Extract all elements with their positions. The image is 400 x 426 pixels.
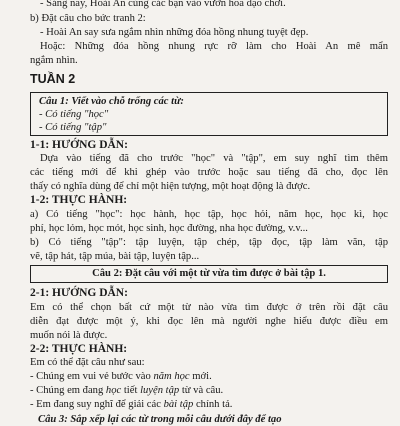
section-2-2-bullet-1 xyxy=(30,370,212,383)
question-1-item-1: - Có tiếng "học" xyxy=(39,109,109,120)
top-line-1: - Sáng nay, Hoài An cùng các bạn vào vườn hoa dạo chơi. xyxy=(40,0,286,9)
section-1-1-heading: 1-1: HƯỚNG DẪN: xyxy=(30,139,128,151)
section-1-2-line-2: phí, học lỏm, học mót, học sinh, học đường, nha học đường, v.v... xyxy=(30,223,308,234)
bullet-2-mid: tiết xyxy=(121,385,141,396)
question-1-title: Câu 1: Viết vào chỗ trống các từ: xyxy=(39,96,184,107)
question-2-title: Câu 2: Đặt câu với một từ vừa tìm được ở bài tập 1. xyxy=(92,268,326,279)
section-2-1-heading: 2-1: HƯỚNG DẪN: xyxy=(30,287,128,299)
top-line-3: - Hoài An say sưa ngắm nhìn những đóa hồng nhung tuyệt đẹp. xyxy=(40,27,309,38)
section-2-1-line-2: diễn đạt được một ý, khi đọc lên mà người nghe hiểu được điều em xyxy=(30,316,388,327)
bullet-3-text: - Em đang suy nghĩ để giải các xyxy=(30,399,164,410)
section-1-2-line-3: b) Có tiếng "tập": tập luyện, tập chép, tập đọc, tập làm văn, tập xyxy=(30,237,388,248)
question-3-title: Câu 3: Sắp xếp lại các từ trong mỗi câu dưới đây để tạo xyxy=(38,414,282,425)
section-1-1-line-2: các tiếng mới để khi ghép vào trước hoặc sau tiếng đã cho, đọc lên xyxy=(30,167,388,178)
top-line-4: Hoặc: Những đóa hồng nhung rực rỡ làm cho Hoài An mê mẩn xyxy=(40,41,388,52)
bullet-2-highlight-1: học xyxy=(105,385,122,396)
top-line-2: b) Đặt câu cho bức tranh 2: xyxy=(30,13,146,24)
section-1-2-line-1: a) Có tiếng "học": học hành, học tập, học hỏi, năm học, học kì, học xyxy=(30,209,388,220)
section-1-1-line-3: thấy có nghĩa dùng để chỉ một hiện tượng, một hoạt động là được. xyxy=(30,181,311,192)
question-1-box xyxy=(30,92,388,136)
top-line-5: ngắm nhìn. xyxy=(30,55,78,66)
section-1-1-line-1: Dựa vào tiếng đã cho trước "học" và "tập", em suy nghĩ tìm thêm xyxy=(40,153,388,164)
bullet-3-highlight: bài tập xyxy=(163,399,194,410)
bullet-1-end: mới. xyxy=(189,371,212,382)
section-2-1-line-3: muốn nói là được. xyxy=(30,330,108,341)
question-2-box xyxy=(30,265,388,283)
section-2-2-bullet-2 xyxy=(30,384,223,397)
question-1-item-2: - Có tiếng "tập" xyxy=(39,122,107,133)
section-2-2-intro: Em có thể đặt câu như sau: xyxy=(30,357,145,368)
bullet-1-text: - Chúng em vui vẻ bước vào xyxy=(30,371,154,382)
bullet-2-highlight-2: luyện tập xyxy=(140,385,180,396)
section-1-2-heading: 1-2: THỰC HÀNH: xyxy=(30,194,128,206)
week-heading: TUẦN 2 xyxy=(30,72,76,86)
bullet-1-highlight: năm học xyxy=(153,371,190,382)
section-1-2-line-4: vẽ, tập hát, tập múa, bài tập, luyện tập... xyxy=(30,251,200,262)
section-2-1-line-1: Em có thể chọn bất cứ một từ nào vừa tìm được ở trên rồi đặt câu xyxy=(30,302,388,313)
bullet-2-end: từ và câu. xyxy=(179,385,224,396)
section-2-2-heading: 2-2: THỰC HÀNH: xyxy=(30,343,128,355)
bullet-3-end: chính tả. xyxy=(193,399,233,410)
bullet-2-text: - Chúng em đang xyxy=(30,385,106,396)
